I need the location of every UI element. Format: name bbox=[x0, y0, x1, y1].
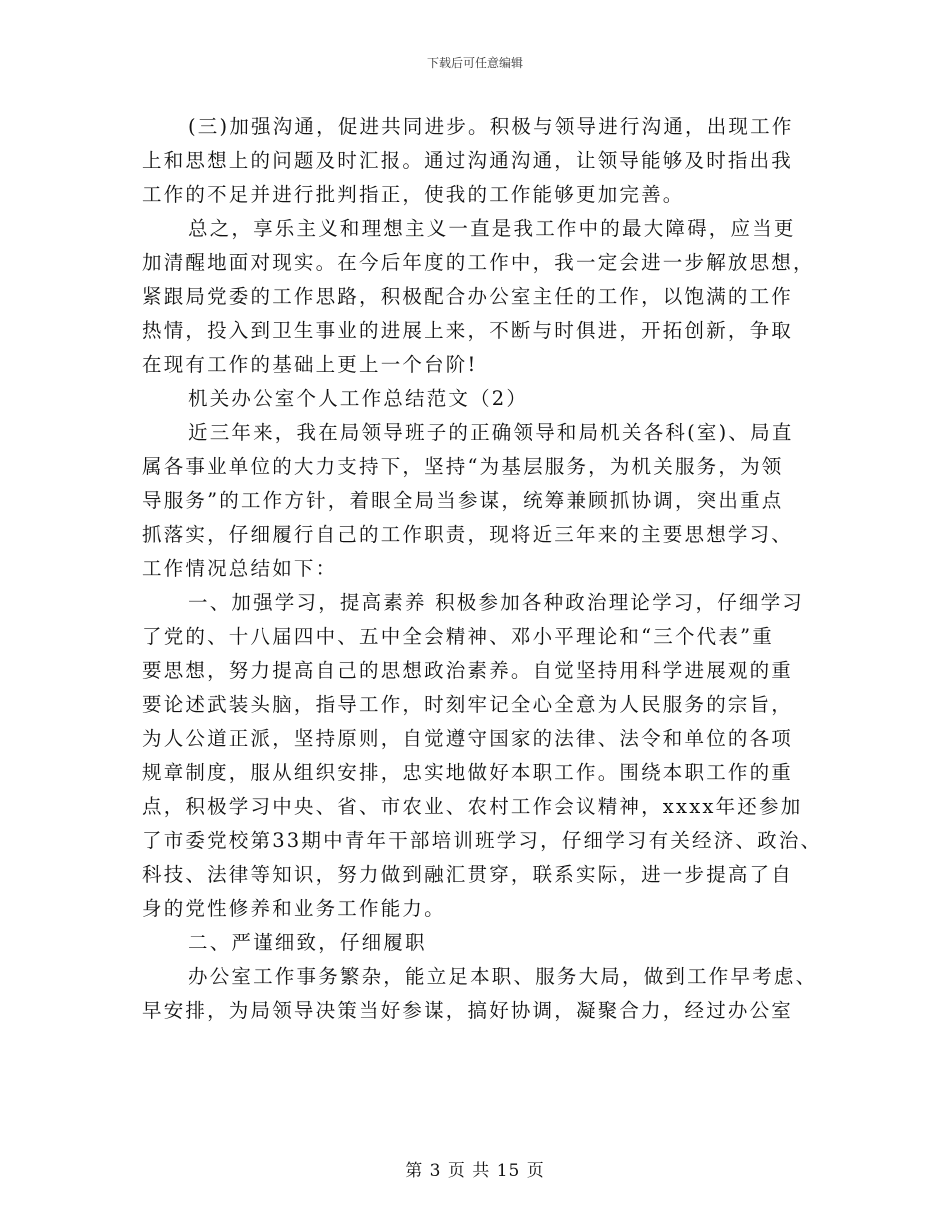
text-line: 在现有工作的基础上更上一个台阶! bbox=[142, 353, 478, 376]
text-line: 要论述武装头脑，指导工作，时刻牢记全心全意为人民服务的宗旨， bbox=[142, 693, 794, 716]
text-line: 早安排，为局领导决策当好参谋，搞好协调，凝聚合力，经过办公室 bbox=[142, 999, 794, 1022]
text-line: 上和思想上的问题及时汇报。通过沟通沟通，让领导能够及时指出我 bbox=[142, 149, 794, 172]
text-line: 点，积极学习中央、省、市农业、农村工作会议精神，xxxx年还参加 bbox=[142, 795, 803, 818]
text-line: 工作情况总结如下： bbox=[142, 557, 338, 580]
text-line: 导服务”的工作方针，着眼全局当参谋，统筹兼顾抓协调，突出重点 bbox=[142, 489, 784, 512]
text-line: 工作的不足并进行批判指正，使我的工作能够更加完善。 bbox=[142, 183, 685, 206]
text-line: 要思想，努力提高自己的思想政治素养。自觉坚持用科学进展观的重 bbox=[142, 659, 794, 682]
text-line: 紧跟局党委的工作思路，积极配合办公室主任的工作，以饱满的工作 bbox=[142, 285, 794, 308]
text-line: 近三年来，我在局领导班子的正确领导和局机关各科(室)、局直 bbox=[188, 421, 794, 444]
page-header-note: 下载后可任意编辑 bbox=[426, 56, 523, 70]
section-heading: 二、严谨细致，仔细履职 bbox=[188, 931, 427, 954]
text-line: 了党的、十八届四中、五中全会精神、邓小平理论和“三个代表”重 bbox=[142, 625, 774, 648]
text-line: 热情，投入到卫生事业的进展上来，不断与时俱进，开拓创新，争取 bbox=[142, 319, 794, 342]
text-line: 一、加强学习，提高素养 积极参加各种政治理论学习，仔细学习 bbox=[188, 591, 804, 614]
text-line: 为人公道正派，坚持原则，自觉遵守国家的法律、法令和单位的各项 bbox=[142, 727, 794, 750]
document-body bbox=[142, 110, 822, 1028]
text-line: 规章制度，服从组织安排，忠实地做好本职工作。围绕本职工作的重 bbox=[142, 761, 794, 784]
text-line: 办公室工作事务繁杂，能立足本职、服务大局，做到工作早考虑、 bbox=[188, 965, 818, 988]
page-number-footer: 第 3 页 共 15 页 bbox=[405, 1161, 545, 1181]
text-line: 加清醒地面对现实。在今后年度的工作中，我一定会进一步解放思想， bbox=[142, 251, 815, 274]
text-line: 总之，享乐主义和理想主义一直是我工作中的最大障碍，应当更 bbox=[188, 217, 796, 240]
text-line: 科技、法律等知识，努力做到融汇贯穿，联系实际，进一步提高了自 bbox=[142, 863, 794, 886]
text-line: 身的党性修养和业务工作能力。 bbox=[142, 897, 446, 920]
text-line: 了市委党校第33期中青年干部培训班学习，仔细学习有关经济、政治、 bbox=[142, 829, 823, 852]
text-line: 属各事业单位的大力支持下，坚持“为基层服务，为机关服务，为领 bbox=[142, 455, 784, 478]
text-line: 抓落实，仔细履行自己的工作职责，现将近三年来的主要思想学习、 bbox=[142, 523, 794, 546]
text-line: (三)加强沟通，促进共同进步。积极与领导进行沟通，出现工作 bbox=[188, 115, 794, 138]
section-title: 机关办公室个人工作总结范文（2） bbox=[188, 387, 529, 410]
